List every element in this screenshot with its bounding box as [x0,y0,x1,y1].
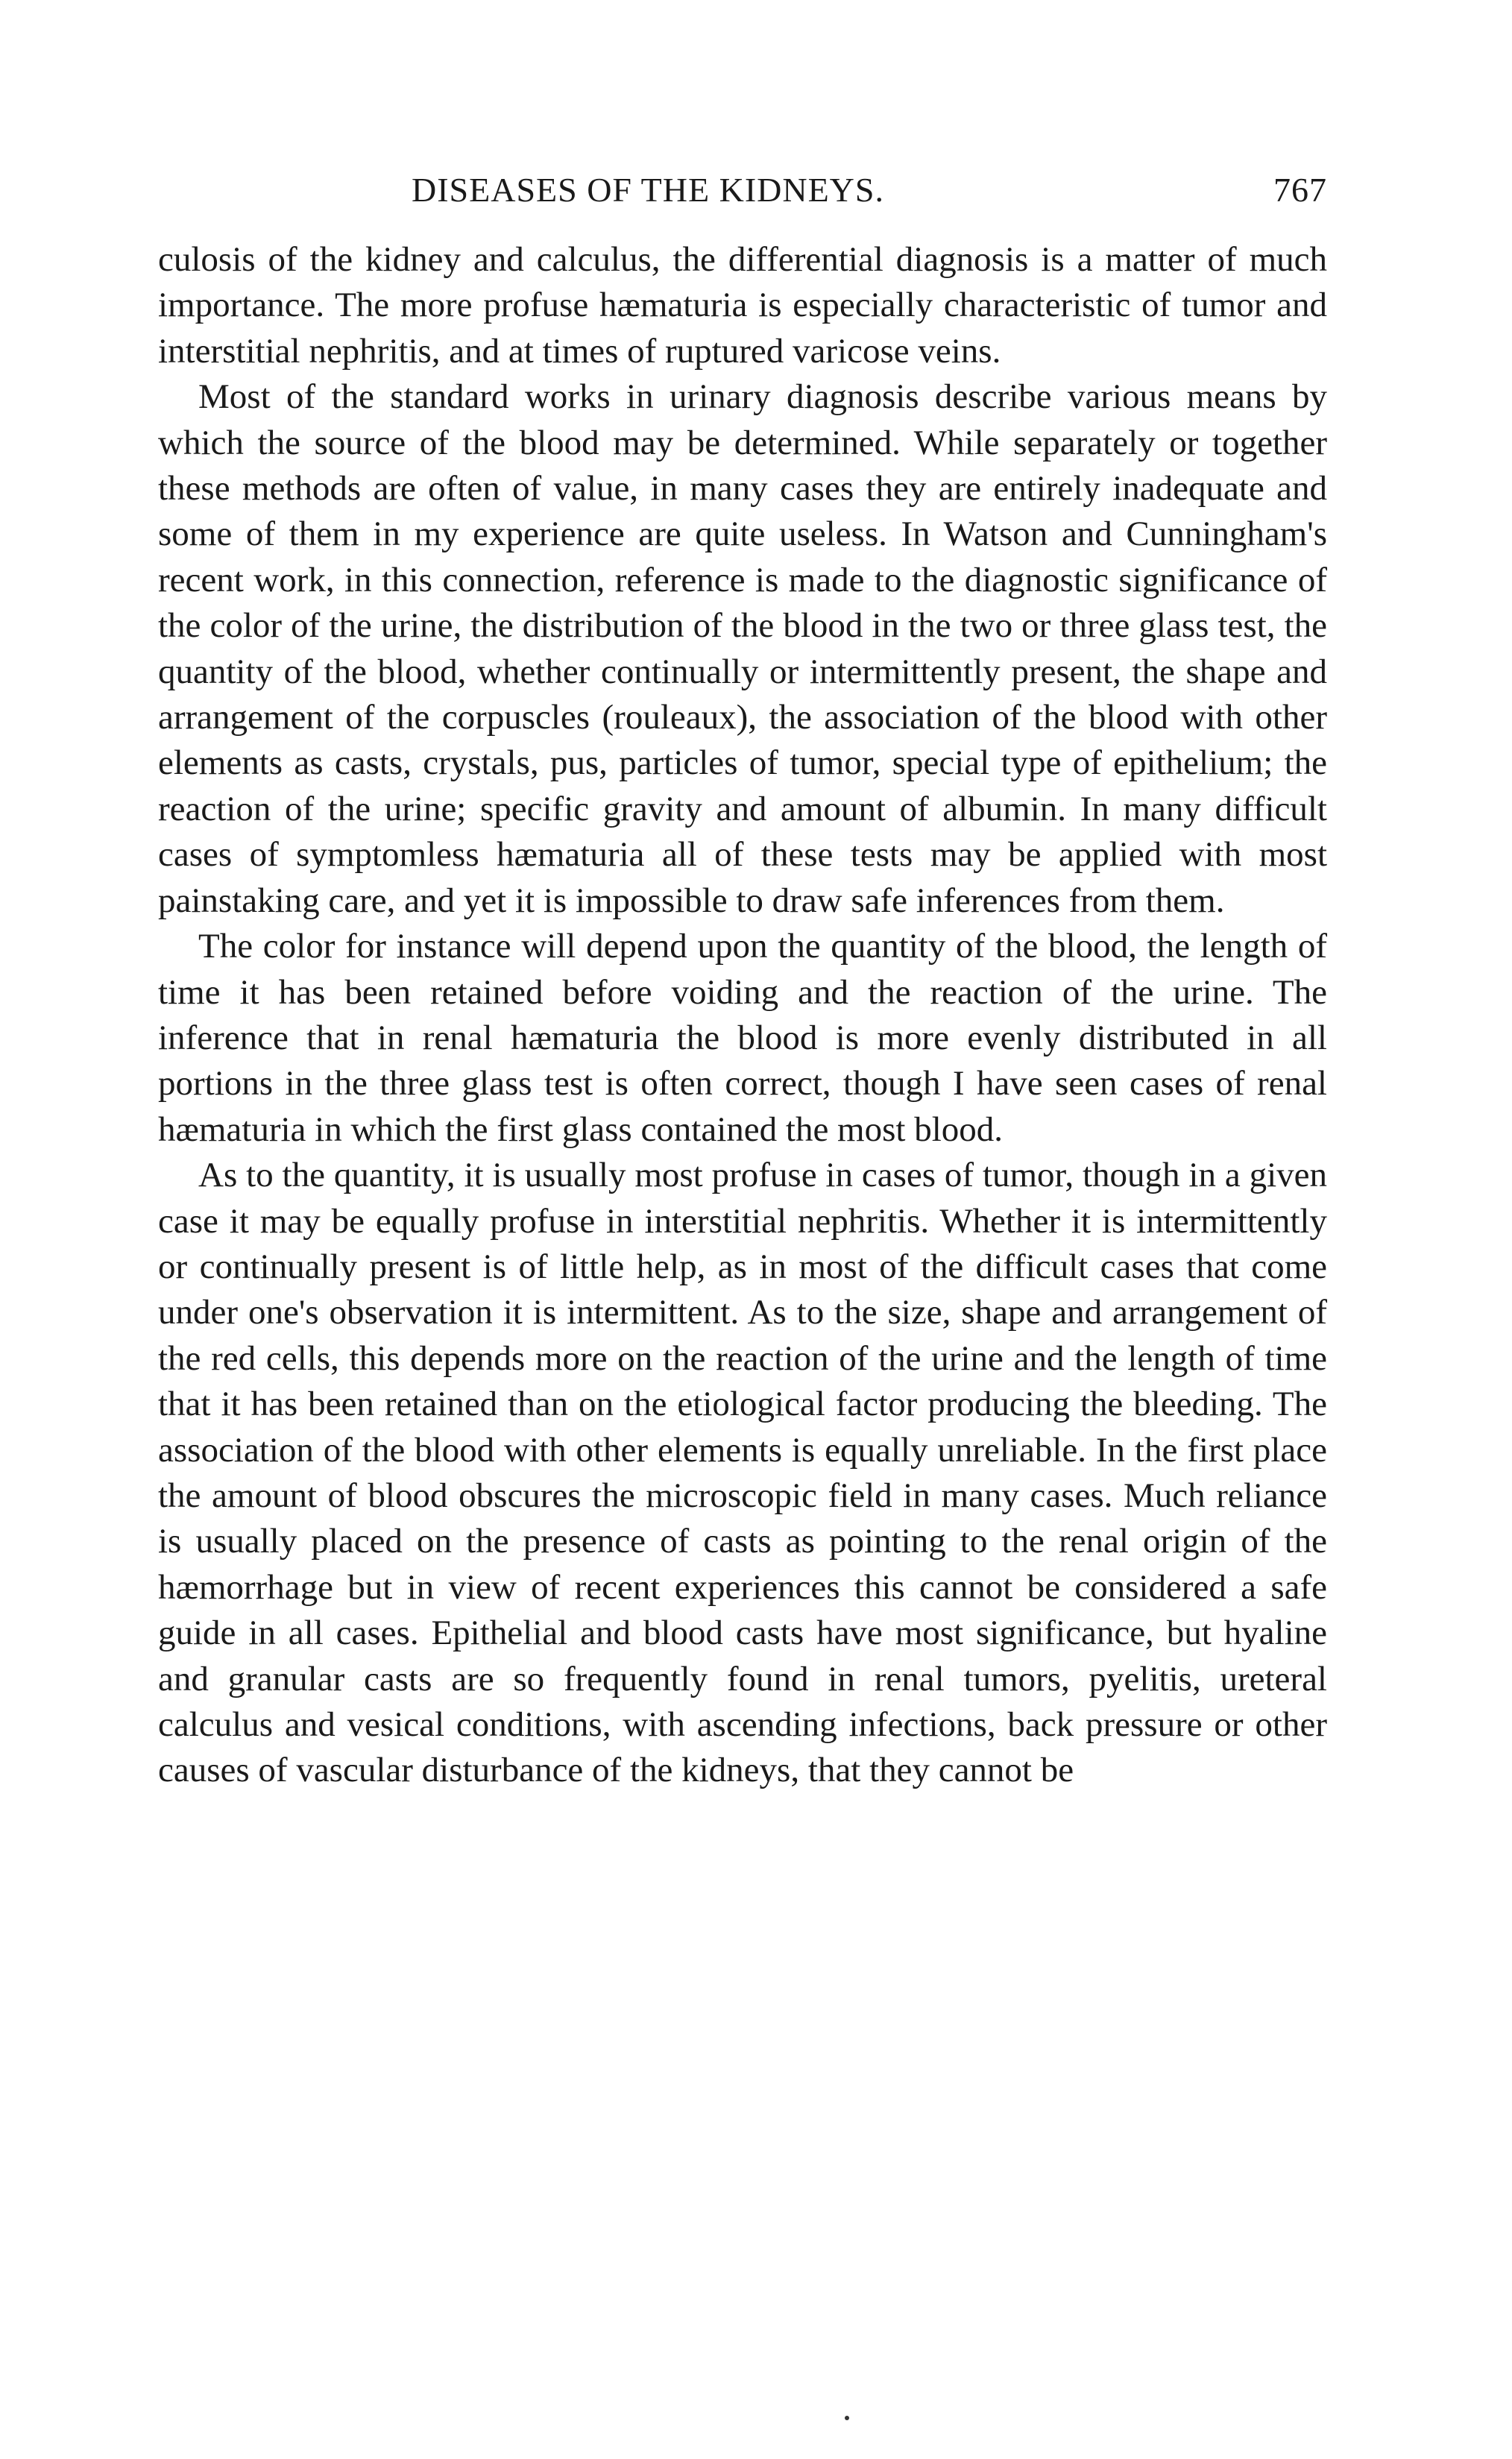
paragraph-color: The color for instance will depend upon the quantity of the blood, the length of time it has been retained before voiding and the reaction of the urine. The inference that in renal hæmaturia the blood is more evenly distributed in all portions in the three glass test is often correct, though I have seen cases of renal hæmaturia in which the first glass contained the most blood. [158,927,1327,1149]
page-number: 767 [1273,171,1327,209]
paragraph-standard-works: Most of the standard works in urinary diagnosis describe various means by which the source of the blood may be determined. While separately or together these methods are often of value, in many cases they are entirely inadequate and some of them in my experience are quite useless. In Watson and Cunningham's recent work, in this connection, reference is made to the diagnostic significance of the color of the urine, the distribution of the blood in the two or three glass test, the quantity of the blood, whether continually or intermittently present, the shape and arrangement of the corpuscles (rouleaux), the association of the blood with other elements as casts, crystals, pus, particles of tumor, special type of epithelium; the reaction of the urine; specific gravity and amount of albumin. In many difficult cases of symptomless hæmaturia all of these tests may be applied with most painstaking care, and yet it is impossible to draw safe inferences from them. [158,377,1327,920]
book-page [158,170,1327,1794]
body-text [158,237,1327,1794]
running-head [158,170,1327,222]
running-title: DISEASES OF THE KIDNEYS. [412,171,884,209]
print-speck [845,2416,849,2420]
paragraph-continuation: culosis of the kidney and calculus, the differential diagnosis is a matter of much importance. The more profuse hæmaturia is especially characteristic of tumor and interstitial nephritis, and at times of ruptured varicose veins. [158,240,1327,371]
paragraph-quantity: As to the quantity, it is usually most profuse in cases of tumor, though in a given case it may be equally profuse in interstitial nephritis. Whether it is intermittently or continually present is of little help, as in most of the difficult cases that come under one's observation it is intermittent. As to the size, shape and arrangement of the red cells, this depends more on the reaction of the urine and the length of time that it has been retained than on the etiological factor producing the bleeding. The association of the blood with other elements is equally unreliable. In the first place the amount of blood obscures the microscopic field in many cases. Much reliance is usually placed on the presence of casts as pointing to the renal origin of the hæmorrhage but in view of recent experiences this cannot be considered a safe guide in all cases. Epithelial and blood casts have most significance, but hyaline and granular casts are so frequently found in renal tumors, pyelitis, ureteral calculus and vesical conditions, with ascending infections, back pressure or other causes of vascular disturbance of the kidneys, that they cannot be [158,1156,1327,1790]
